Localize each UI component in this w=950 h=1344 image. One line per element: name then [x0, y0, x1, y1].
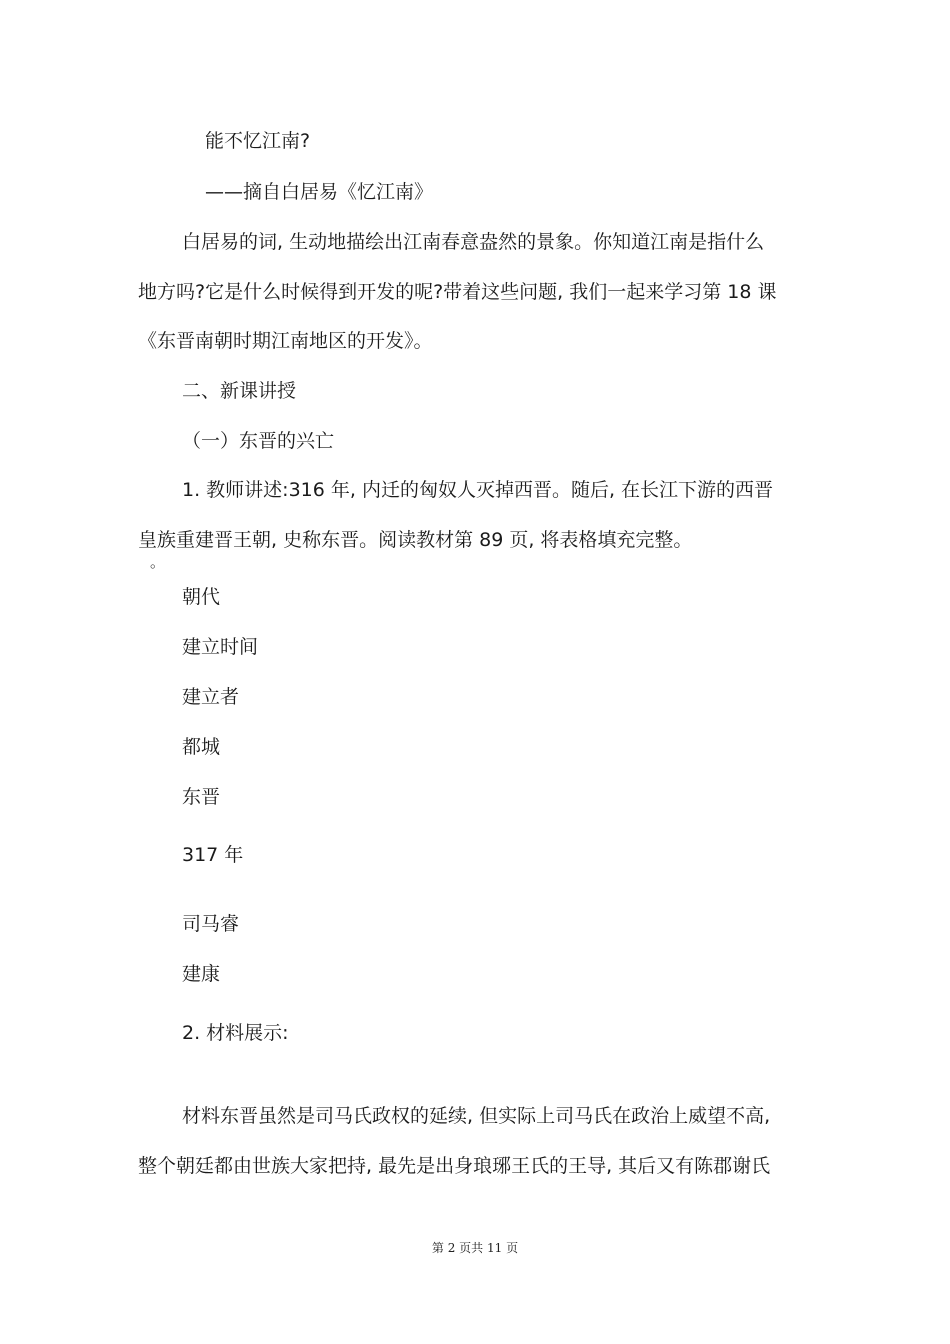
section-heading: 二、新课讲授 — [182, 380, 297, 402]
item-2-heading: 2. 材料展示: — [182, 1022, 289, 1044]
table-cell-founding-time-header: 建立时间 — [182, 636, 259, 658]
page-footer: 第 2 页共 11 页 — [431, 1241, 519, 1255]
material-paragraph-line-2: 整个朝廷都由世族大家把持, 最先是出身琅琊王氏的王导, 其后又有陈郡谢氏 — [138, 1155, 771, 1177]
table-cell-founding-time-value: 317 年 — [182, 844, 244, 866]
poem-attribution: ——摘自白居易《忆江南》 — [205, 181, 434, 203]
table-cell-capital-value: 建康 — [182, 963, 221, 985]
item-1-line-1: 1. 教师讲述:316 年, 内迁的匈奴人灭掉西晋。随后, 在长江下游的西晋 — [182, 479, 774, 501]
intro-paragraph-line-3: 《东晋南朝时期江南地区的开发》。 — [138, 330, 433, 352]
intro-paragraph-line-2: 地方吗?它是什么时候得到开发的呢?带着这些问题, 我们一起来学习第 18 课 — [138, 281, 777, 303]
intro-paragraph-line-1: 白居易的词, 生动地描绘出江南春意盎然的景象。你知道江南是指什么 — [182, 231, 765, 253]
poem-line: 能不忆江南? — [205, 130, 311, 152]
item-1-line-2: 皇族重建晋王朝, 史称东晋。阅读教材第 89 页, 将表格填充完整。 — [138, 529, 693, 551]
table-cell-founder-header: 建立者 — [182, 686, 240, 708]
stray-mark: 。 — [150, 553, 166, 571]
table-cell-dynasty-value: 东晋 — [182, 786, 221, 808]
subsection-heading: （一）东晋的兴亡 — [182, 430, 335, 452]
material-paragraph-line-1: 材料东晋虽然是司马氏政权的延续, 但实际上司马氏在政治上威望不高, — [182, 1105, 771, 1127]
table-cell-dynasty-header: 朝代 — [182, 586, 221, 608]
table-cell-capital-header: 都城 — [182, 736, 221, 758]
table-cell-founder-value: 司马睿 — [182, 913, 240, 935]
